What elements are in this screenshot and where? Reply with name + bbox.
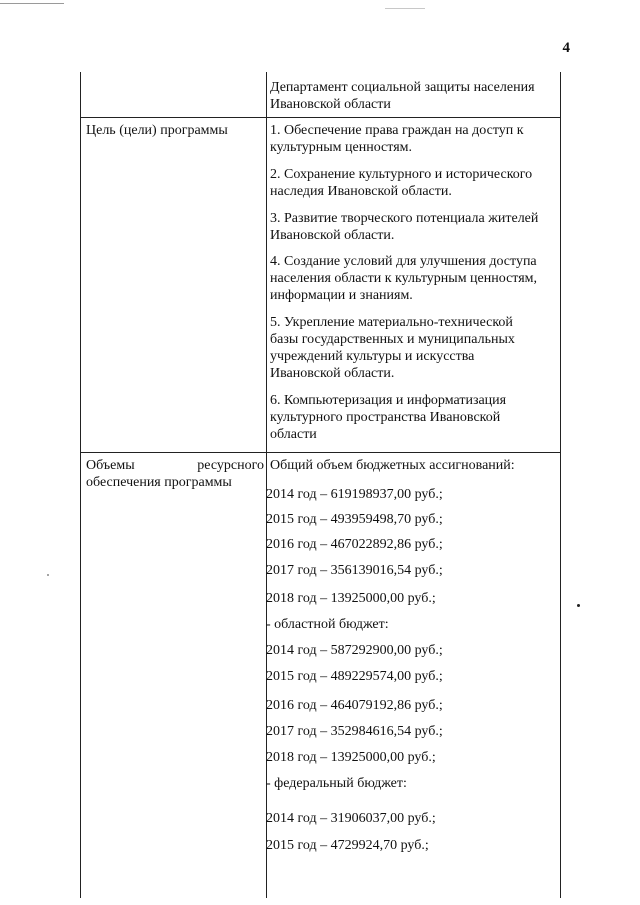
regional-amount-2017: 2017 год – 352984616,54 руб.;: [266, 724, 443, 739]
text-line: информации и знаниям.: [270, 288, 413, 303]
resources-label: [86, 457, 264, 491]
scan-mark-top-left: [0, 3, 64, 4]
label-word: ресурсного: [197, 458, 264, 473]
federal-amount-2014: 2014 год – 31906037,00 руб.;: [266, 811, 436, 826]
federal-amount-2015: 2015 год – 4729924,70 руб.;: [266, 838, 429, 853]
text-line: культурным ценностям.: [270, 140, 413, 155]
row-divider-1: [80, 117, 561, 118]
text-line: 6. Компьютеризация и информатизация: [270, 393, 507, 408]
total-title: Общий объем бюджетных ассигнований:: [270, 458, 515, 473]
resources-label-line-1: [86, 457, 264, 474]
page-number: 4: [562, 40, 570, 56]
text-line: культурного пространства Ивановской: [270, 410, 501, 425]
regional-amount-2018: 2018 год – 13925000,00 руб.;: [266, 750, 436, 765]
table-border-right: [560, 72, 561, 898]
table-border-left: [80, 72, 81, 898]
goals-list: [270, 122, 524, 156]
goal-item: [270, 122, 524, 156]
goal-item: [270, 210, 538, 244]
text-line: наследия Ивановской области.: [270, 184, 452, 199]
text-line: Департамент социальной защиты населения: [270, 80, 535, 95]
total-amount-2018: 2018 год – 13925000,00 руб.;: [266, 591, 436, 606]
label-word: Объемы: [86, 458, 135, 473]
text-line: области: [270, 427, 317, 442]
text-line: базы государственных и муниципальных: [270, 332, 515, 347]
text-line: населения области к культурным ценностям,: [270, 271, 538, 286]
scan-mark-top-center: [385, 8, 425, 9]
goal-item: [270, 314, 515, 382]
text-line: 4. Создание условий для улучшения доступа: [270, 254, 537, 269]
total-amount-2015: 2015 год – 493959498,70 руб.;: [266, 512, 443, 527]
goal-item: [270, 166, 532, 200]
total-amount-2014: 2014 год – 619198937,00 руб.;: [266, 487, 443, 502]
text-line: Ивановской области: [270, 97, 391, 112]
text-line: 1. Обеспечение права граждан на доступ к: [270, 123, 524, 138]
resources-label-line-2: обеспечения программы: [86, 475, 232, 490]
federal-budget-title: - федеральный бюджет:: [266, 776, 407, 791]
total-amount-2016: 2016 год – 467022892,86 руб.;: [266, 537, 443, 552]
scan-speck: [577, 604, 580, 607]
regional-amount-2015: 2015 год – 489229574,00 руб.;: [266, 669, 443, 684]
regional-amount-2014: 2014 год – 587292900,00 руб.;: [266, 643, 443, 658]
goal-item: [270, 392, 506, 443]
header-right-cell: [270, 79, 535, 113]
total-amount-2017: 2017 год – 356139016,54 руб.;: [266, 563, 443, 578]
text-line: 5. Укрепление материально-технической: [270, 315, 513, 330]
text-line: 2. Сохранение культурного и исторического: [270, 167, 533, 182]
regional-budget-title: - областной бюджет:: [266, 617, 389, 632]
text-line: 3. Развитие творческого потенциала жителей: [270, 211, 539, 226]
text-line: учреждений культуры и искусства: [270, 349, 475, 364]
row-divider-2: [80, 452, 561, 453]
regional-amount-2016: 2016 год – 464079192,86 руб.;: [266, 698, 443, 713]
goal-item: [270, 253, 537, 304]
text-line: Ивановской области.: [270, 228, 395, 243]
text-line: Ивановской области.: [270, 366, 395, 381]
scan-speck: [47, 574, 49, 576]
goals-label: Цель (цели) программы: [86, 123, 228, 138]
